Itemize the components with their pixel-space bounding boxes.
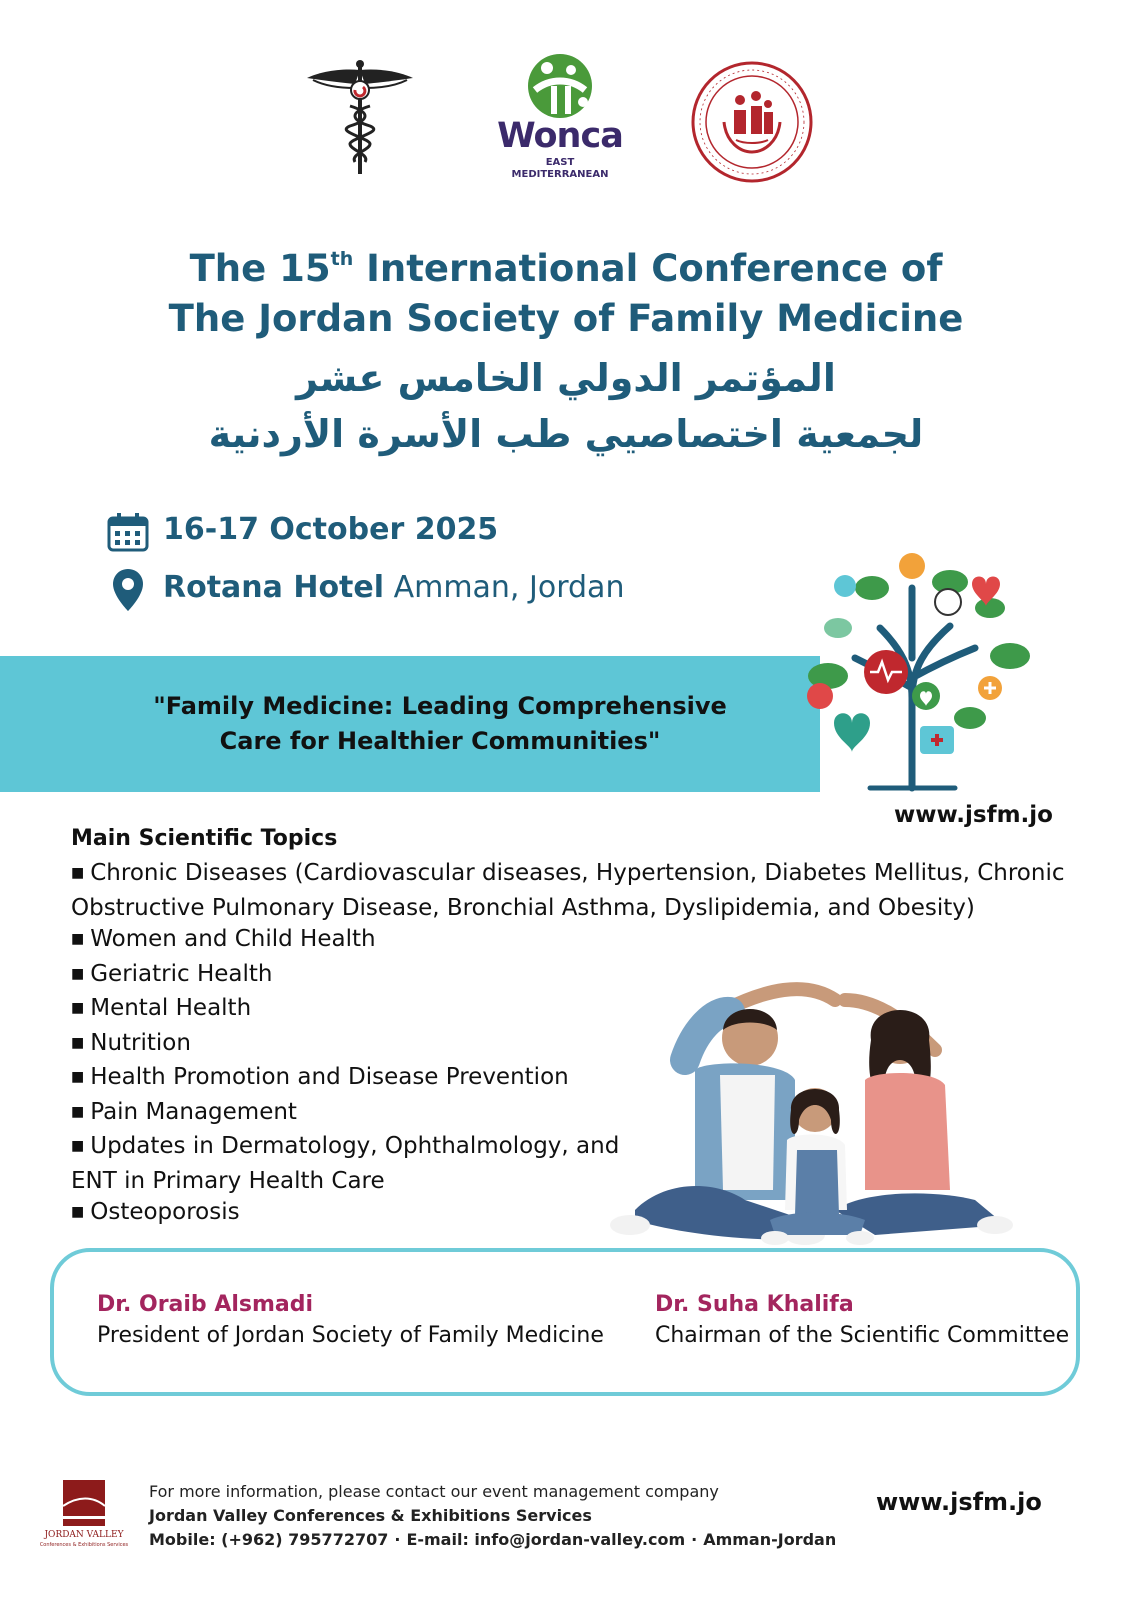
- bullet-icon: ■: [71, 1000, 85, 1016]
- website-link[interactable]: www.jsfm.jo: [894, 802, 1053, 828]
- topic-item: ■ Mental Health: [71, 995, 252, 1021]
- footer-contact-details: Mobile: (+962) 795772707 · E-mail: info@jordan-valley.com · Amman-Jordan: [149, 1530, 837, 1549]
- jsfm-seal-logo: [690, 60, 814, 184]
- footer-email[interactable]: E-mail: info@jordan-valley.com: [406, 1530, 686, 1549]
- signatories-box: [50, 1248, 1080, 1396]
- event-location: [163, 570, 624, 605]
- footer-mobile[interactable]: Mobile: (+962) 795772707: [149, 1530, 389, 1549]
- footer-location: Amman-Jordan: [703, 1530, 837, 1549]
- arabic-title-line-2: لجمعية اختصاصيي طب الأسرة الأردنية: [208, 412, 924, 456]
- bullet-icon: ■: [71, 1103, 85, 1120]
- topic-item: ■ Osteoporosis: [71, 1199, 240, 1225]
- bullet-icon: ■: [71, 1069, 85, 1085]
- bullet-icon: ■: [71, 1204, 85, 1220]
- topics-heading: Main Scientific Topics: [71, 826, 338, 851]
- theme-banner: [0, 656, 820, 792]
- health-tree-illustration: [800, 548, 1050, 798]
- caduceus-logo: [305, 58, 415, 178]
- website-link[interactable]: www.jsfm.jo: [876, 1488, 1042, 1516]
- venue-city: Amman, Jordan: [384, 570, 625, 605]
- conference-title-line-1: The 15th International Conference of: [189, 247, 943, 290]
- arabic-title-line-1: المؤتمر الدولي الخامس عشر: [296, 356, 836, 400]
- bullet-icon: ■: [71, 965, 85, 982]
- topic-item: ■ Updates in Dermatology, Ophthalmology, and ENT in Primary Health Care: [71, 1133, 620, 1194]
- topic-item: ■ Nutrition: [71, 1029, 191, 1056]
- bullet-icon: ■: [71, 1034, 85, 1051]
- signatory-role: Chairman of the Scientific Committee: [655, 1323, 1070, 1348]
- topic-item: ■ Health Promotion and Disease Prevention: [71, 1064, 569, 1090]
- event-date: 16-17 October 2025: [163, 512, 499, 547]
- signatory-name: Dr. Oraib Alsmadi: [97, 1292, 314, 1317]
- calendar-icon: [107, 512, 149, 552]
- wonca-wordmark: Wonca: [497, 116, 623, 156]
- signatory-name: Dr. Suha Khalifa: [655, 1292, 854, 1317]
- topic-item: ■ Chronic Diseases (Cardiovascular diseases, Hypertension, Diabetes Mellitus, Chronic Obstructive Pulmonary Disease, Bronchial Asthma, Dyslipidemia, and Obesity): [71, 860, 1065, 921]
- bullet-icon: ■: [71, 865, 85, 881]
- footer-company-name: Jordan Valley Conferences & Exhibitions Services: [149, 1506, 592, 1525]
- wonca-logo: [495, 50, 625, 185]
- wonca-subtitle: EAST: [545, 157, 575, 168]
- topic-item: ■ Women and Child Health: [71, 926, 376, 952]
- bullet-icon: ■: [71, 1138, 85, 1154]
- footer-contact-intro: For more information, please contact our event management company: [149, 1482, 719, 1501]
- venue-name: Rotana Hotel: [163, 570, 385, 605]
- location-pin-icon: [112, 568, 144, 612]
- wonca-subtitle: MEDITERRANEAN: [511, 169, 609, 180]
- theme-line-1: "Family Medicine: Leading Comprehensive: [153, 692, 727, 720]
- ordinal-suffix: th: [330, 247, 354, 270]
- topic-item: ■ Geriatric Health: [71, 960, 273, 987]
- conference-title-line-2: The Jordan Society of Family Medicine: [168, 297, 964, 340]
- jordan-valley-logo: JORDAN VALLEY Conferences & Exhibitions Services: [38, 1476, 130, 1548]
- signatory-role: President of Jordan Society of Family Medicine: [97, 1323, 604, 1348]
- theme-line-2: Care for Healthier Communities": [219, 727, 661, 755]
- family-photo: [575, 940, 1045, 1270]
- bullet-icon: ■: [71, 931, 85, 947]
- topic-item: ■ Pain Management: [71, 1098, 297, 1125]
